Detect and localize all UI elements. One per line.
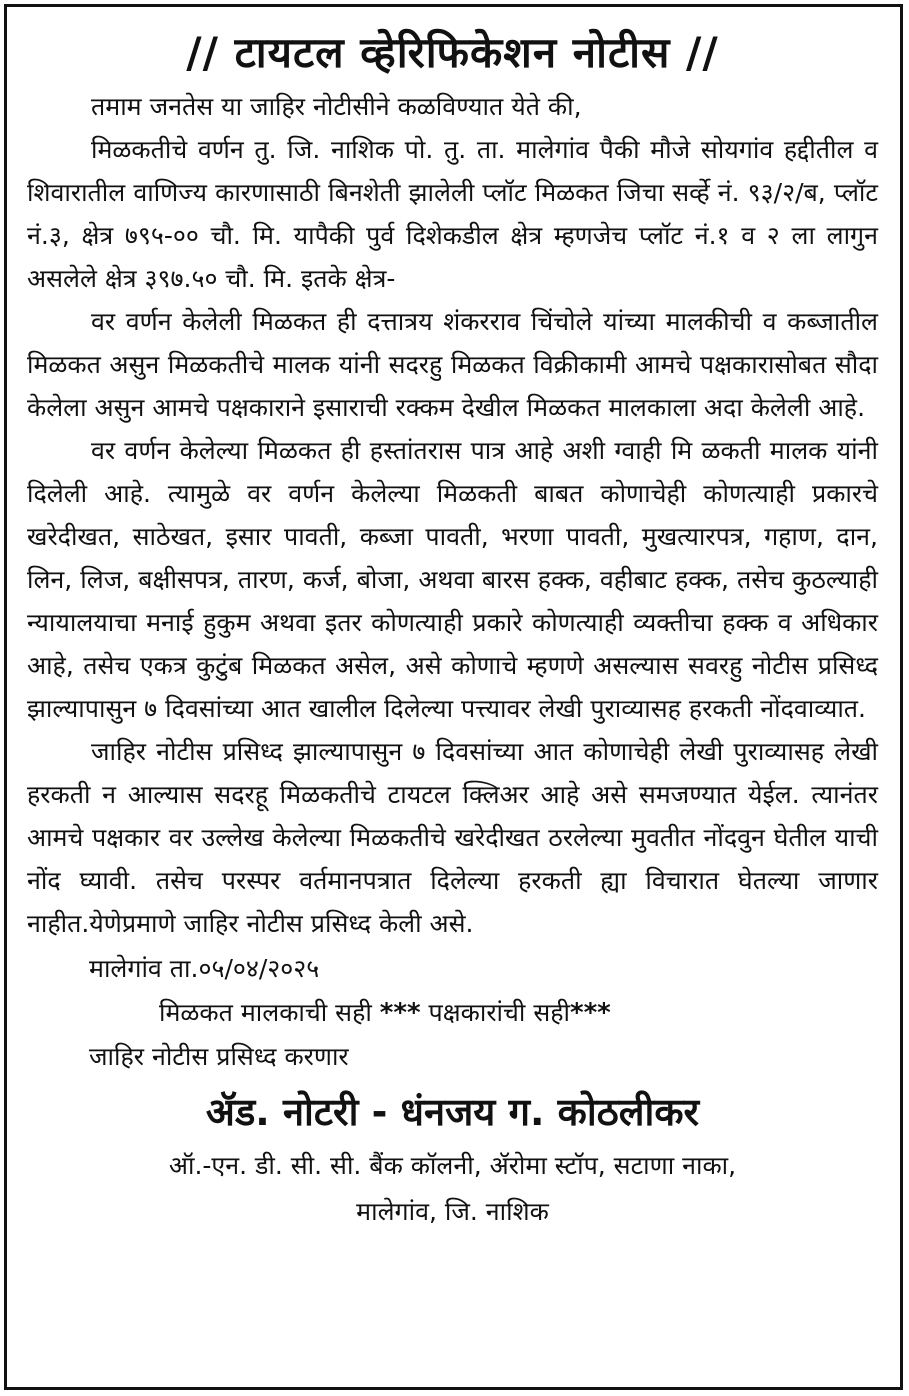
owner-signature-label: मिळकत मालकाची सही	[159, 998, 372, 1027]
place-date: मालेगांव ता.०५/०४/२०२५	[89, 954, 320, 983]
signature-stars-1: ***	[379, 998, 421, 1028]
publisher-label: जाहिर नोटीस प्रसिध्द करणार	[89, 1042, 349, 1071]
property-description-paragraph: मिळकतीचे वर्णन तु. जि. नाशिक पो. तु. ता. मालेगांव पैकी मौजे सोयगांव हद्दीतील व शिवारातील वाणिज्य कारणासाठी बिनशेती झालेली प्लॉट मिळकत जिचा सर्व्हे नं. ९३/२/ब, प्लॉट नं.३, क्षेत्र ७९५-०० चौ. मि. यापैकी पुर्व दिशेकडील क्षेत्र म्हणजेच प्लॉट नं.१ व २ ला लागुन असलेले क्षेत्र ३९७.५० चौ. मि. इतके क्षेत्र-	[27, 135, 878, 293]
notice-title: // टायटल व्हेरिफिकेशन नोटीस //	[186, 28, 719, 77]
address-line-2: मालेगांव, जि. नाशिक	[356, 1197, 549, 1226]
client-signature-label: पक्षकारांची सही	[428, 998, 570, 1027]
signature-line	[27, 991, 878, 1035]
clearance-paragraph: जाहिर नोटीस प्रसिध्द झाल्यापासुन ७ दिवसांच्या आत कोणाचेही लेखी पुराव्यासह लेखी हरकती न आल्यास सदरहू मिळकतीचे टायटल क्लिअर आहे असे समजण्यात येईल. त्यानंतर आमचे पक्षकार वर उल्लेख केलेल्या मिळकतीचे खरेदीखत ठरलेल्या मुवतीत नोंदवुन घेतील याची नोंद घ्यावी. तसेच परस्पर वर्तमानपत्रात दिलेल्या हरकती ह्या विचारात घेतल्या जाणार नाहीत.येणेप्रमाणे जाहिर नोटीस प्रसिध्द केली असे.	[27, 737, 878, 938]
notice-box	[4, 4, 903, 1390]
advocate-name: ॲड. नोटरी - धंनजय ग. कोठलीकर	[205, 1090, 700, 1134]
notice-intro: तमाम जनतेस या जाहिर नोटीसीने कळविण्यात येते की,	[91, 92, 582, 121]
address-line-1: ऑ.-एन. डी. सी. सी. बैंक कॉलनी, ॲरोमा स्टॉप, सटाणा नाका,	[168, 1151, 737, 1180]
objection-paragraph: वर वर्णन केलेल्या मिळकत ही हस्तांतरास पात्र आहे अशी ग्वाही मि ळकती मालक यांनी दिलेली आहे. त्यामुळे वर वर्णन केलेल्या मिळकती बाबत कोणाचेही कोणत्याही प्रकारचे खरेदीखत, साठेखत, इसार पावती, कब्जा पावती, भरणा पावती, मुखत्यारपत्र, गहाण, दान, लिन, लिज, बक्षीसपत्र, तारण, कर्ज, बोजा, अथवा बारस हक्क, वहीबाट हक्क, तसेच कुठल्याही न्यायालयाचा मनाई हुकुम अथवा इतर कोणत्याही प्रकारे कोणत्याही व्यक्तीचा हक्क व अधिकार आहे, तसेच एकत्र कुटुंब मिळकत असेल, असे कोणाचे म्हणणे असल्यास सवरहु नोटीस प्रसिध्द झाल्यापासुन ७ दिवसांच्या आत खालील दिलेल्या पत्त्यावर लेखी पुराव्यासह हरकती नोंदवाव्यात.	[27, 436, 878, 723]
signature-stars-2: ***	[569, 998, 611, 1028]
ownership-paragraph: वर वर्णन केलेली मिळकत ही दत्तात्रय शंकरराव चिंचोले यांच्या मालकीची व कब्जातील मिळकत असुन मिळकतीचे मालक यांनी सदरहु मिळकत विक्रीकामी आमचे पक्षकारासोबत सौदा केलेला असुन आमचे पक्षकाराने इसाराची रक्कम देखील मिळकत मालकाला अदा केलेली आहे.	[27, 307, 878, 422]
